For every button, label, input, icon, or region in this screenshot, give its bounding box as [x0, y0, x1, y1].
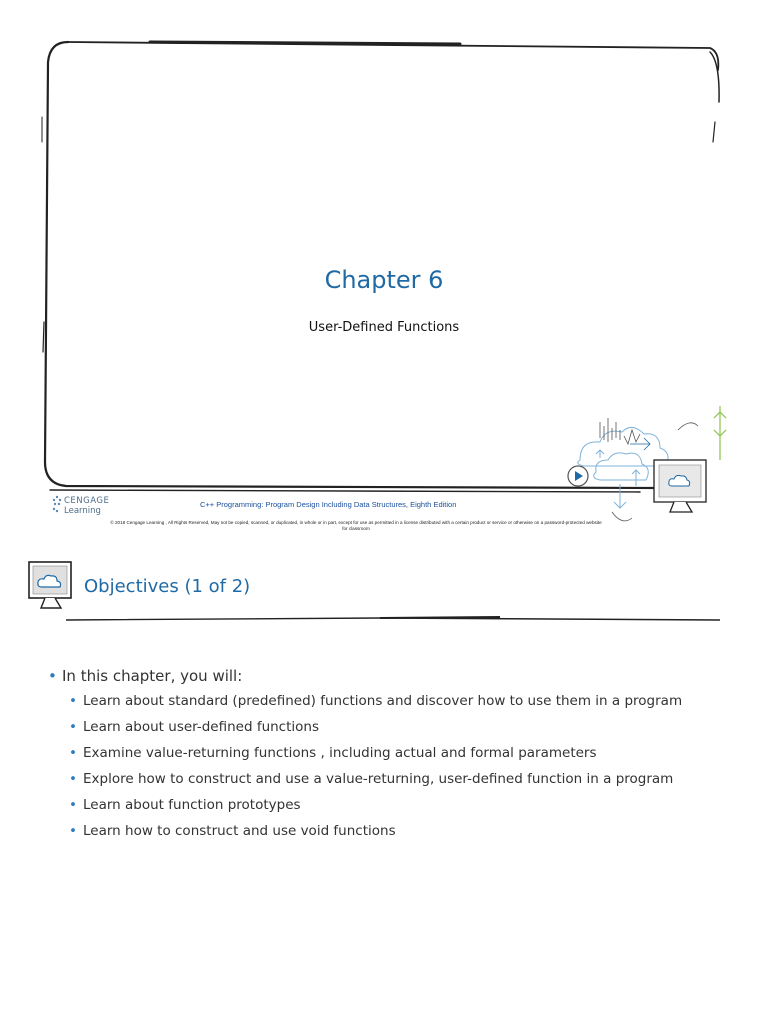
intro-text: In this chapter, you will: [62, 667, 243, 685]
chapter-title: Chapter 6 [324, 266, 444, 294]
logo-line1: CENGAGE [64, 496, 110, 506]
list-item [69, 796, 708, 814]
cengage-logo [52, 494, 122, 520]
objective-text: Explore how to construct and use a value-returning, user-defined function in a program [83, 771, 674, 787]
bullet-icon: • [69, 745, 77, 761]
copyright-notice: © 2018 Cengage Learning , All Rights Reserved, May not be copied, scanned, or duplicated, in whole or in part, except for use as permitted in a license distributed with a certain product or service or otherwise on a password-protected website for classroom [110, 520, 602, 531]
cloud-computing-illustration [560, 400, 740, 530]
list-item [69, 744, 708, 762]
bullet-icon: • [69, 771, 77, 787]
logo-line2: Learning [64, 506, 101, 516]
list-item [69, 718, 708, 736]
objective-text: Learn how to construct and use void functions [83, 823, 396, 839]
list-item [69, 822, 708, 840]
bullet-icon: • [69, 823, 77, 839]
bullet-icon: • [69, 693, 77, 709]
objective-text: Examine value-returning functions , including actual and formal parameters [83, 745, 597, 761]
cloud-monitor-icon [27, 560, 73, 616]
chapter-subtitle: User-Defined Functions [308, 320, 460, 335]
objective-text: Learn about function prototypes [83, 797, 301, 813]
book-title: C++ Programming: Program Design Including Data Structures, Eighth Edition [200, 500, 457, 509]
bullet-icon: • [69, 797, 77, 813]
objectives-list [48, 666, 708, 848]
list-item [69, 692, 708, 710]
bullet-icon: • [48, 667, 57, 685]
objective-text: Learn about standard (predefined) functions and discover how to use them in a program [83, 693, 683, 709]
objective-text: Learn about user-defined functions [83, 719, 319, 735]
list-item-intro [48, 666, 708, 686]
objectives-title: Objectives (1 of 2) [84, 576, 251, 597]
cengage-dots-icon [52, 495, 62, 515]
title-underline [60, 612, 724, 626]
list-item [69, 770, 708, 788]
bullet-icon: • [69, 719, 77, 735]
